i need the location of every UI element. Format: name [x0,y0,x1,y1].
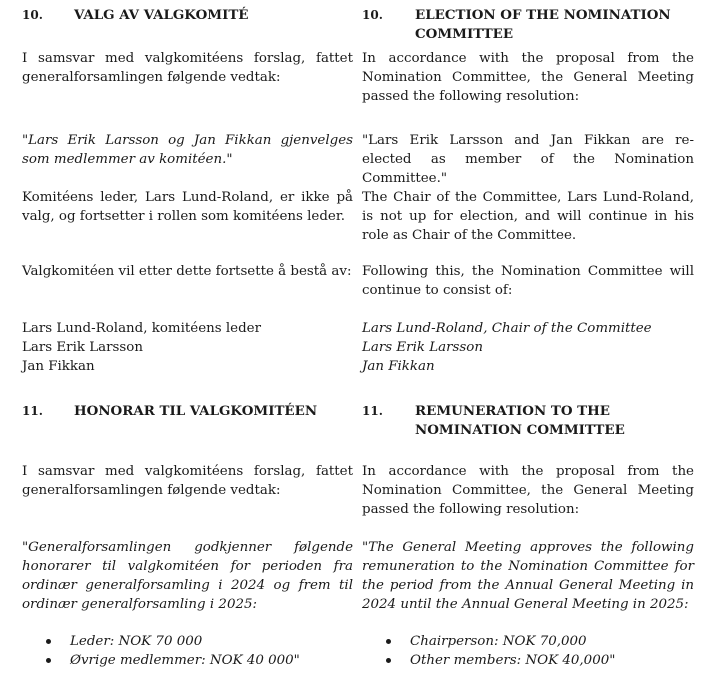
intro-paragraph: In accordance with the proposal from the Nomination Committee, the General Meeting passed the following resolution: [362,51,694,104]
remuneration-list [362,632,694,670]
continue-text: Following this, the Nomination Committee will continue to consist of: [362,264,694,298]
section-number: 11. [362,404,383,418]
list-item-label: Leder: NOK 70 000 [70,634,203,649]
bullet-icon [386,658,391,663]
continue-text: Valgkomitéen vil etter dette fortsette å bestå av: [22,264,352,279]
member-item: Lars Lund-Roland, Chair of the Committee [362,321,652,336]
section-title: HONORAR TIL VALGKOMITÉEN [74,403,318,419]
resolution-quote: "Generalforsamlingen godkjenner følgende honorarer til valgkomitéen for perioden fra ordinær generalforsamling i 2024 og frem til ordinær generalforsamling i 2025: [22,540,353,612]
section-10-heading-en [362,6,694,46]
list-item [22,651,353,670]
resolution-quote: "Lars Erik Larsson og Jan Fikkan gjenvelges som medlemmer av komitéen." [22,133,353,167]
intro-paragraph: I samsvar med valgkomitéens forslag, fattet generalforsamlingen følgende vedtak: [22,51,353,85]
bullet-icon [386,639,391,644]
list-item-label: Chairperson: NOK 70,000 [410,634,587,649]
section-number: 11. [22,404,43,418]
section-10-heading-no [22,6,353,26]
section-title: VALG AV VALGKOMITÉ [74,7,249,23]
bullet-icon [46,639,51,644]
section-11-heading-no [22,402,353,422]
bullet-icon [46,658,51,663]
chair-note: Komitéens leder, Lars Lund-Roland, er ikke på valg, og fortsetter i rollen som komitéens leder. [22,190,353,224]
list-item-label: Øvrige medlemmer: NOK 40 000" [70,653,300,668]
section-title: ELECTION OF THE NOMINATION COMMITTEE [415,7,671,42]
intro-paragraph: In accordance with the proposal from the Nomination Committee, the General Meeting passed the following resolution: [362,464,694,517]
member-item: Lars Erik Larsson [22,340,143,355]
chair-note: The Chair of the Committee, Lars Lund-Roland, is not up for election, and will continue in his role as Chair of the Committee. [362,190,694,243]
member-item: Lars Lund-Roland, komitéens leder [22,321,262,336]
list-item [362,632,694,651]
remuneration-list [22,632,353,670]
member-item: Jan Fikkan [362,359,435,374]
resolution-quote: "Lars Erik Larsson and Jan Fikkan are re-elected as member of the Nomination Committee." [362,133,694,186]
list-item [362,651,694,670]
section-number: 10. [362,8,383,22]
member-item: Lars Erik Larsson [362,340,483,355]
section-number: 10. [22,8,43,22]
resolution-quote: "The General Meeting approves the following remuneration to the Nomination Committee for the period from the Annual General Meeting in 2024 until the Annual General Meeting in 2025: [362,540,694,612]
intro-paragraph: I samsvar med valgkomitéens forslag, fattet generalforsamlingen følgende vedtak: [22,464,353,498]
section-title: REMUNERATION TO THE NOMINATION COMMITTEE [415,403,625,438]
member-item: Jan Fikkan [22,359,95,374]
list-item [22,632,353,651]
member-list [22,319,353,376]
list-item-label: Other members: NOK 40,000" [410,653,616,668]
member-list [362,319,694,376]
section-11-heading-en [362,402,694,442]
